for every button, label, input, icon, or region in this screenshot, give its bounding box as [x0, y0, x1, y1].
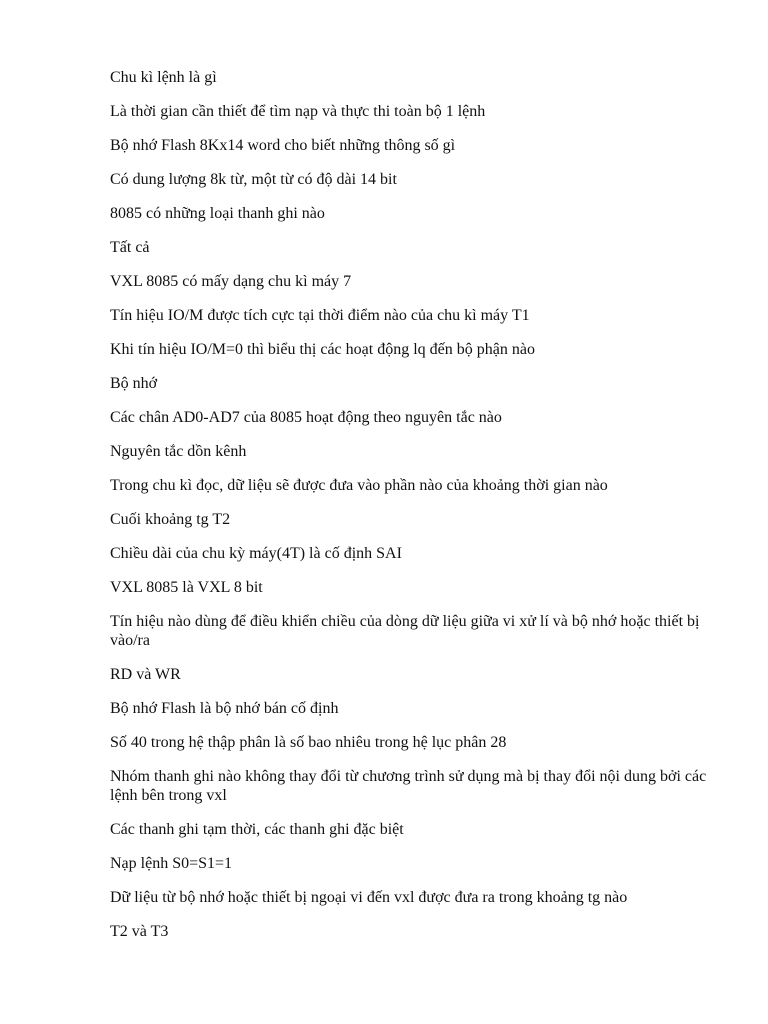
paragraph: Nạp lệnh S0=S1=1 [110, 855, 233, 872]
paragraph: Cuối khoảng tg T2 [110, 511, 231, 528]
paragraph: Bộ nhớ Flash 8Kx14 word cho biết những thông số gì [110, 137, 456, 154]
paragraph: Tín hiệu IO/M được tích cực tại thời điểm nào của chu kì máy T1 [110, 307, 530, 324]
paragraph: Nguyên tắc dồn kênh [110, 443, 247, 460]
paragraph: Trong chu kì đọc, dữ liệu sẽ được đưa vào phần nào của khoảng thời gian nào [110, 477, 608, 494]
paragraph: Tín hiệu nào dùng để điều khiển chiều của dòng dữ liệu giữa vi xử lí và bộ nhớ hoặc thiết bị vào/ra [110, 613, 700, 649]
paragraph: Dữ liệu từ bộ nhớ hoặc thiết bị ngoại vi đến vxl được đưa ra trong khoảng tg nào [110, 889, 628, 906]
paragraph: Bộ nhớ [110, 375, 158, 392]
paragraph: Chiều dài của chu kỳ máy(4T) là cố định SAI [110, 545, 402, 562]
paragraph: T2 và T3 [110, 923, 169, 940]
document-page [110, 68, 710, 956]
paragraph: VXL 8085 có mấy dạng chu kì máy 7 [110, 273, 352, 290]
paragraph: Các thanh ghi tạm thời, các thanh ghi đặc biệt [110, 821, 404, 838]
paragraph: 8085 có những loại thanh ghi nào [110, 205, 325, 222]
paragraph: Nhóm thanh ghi nào không thay đổi từ chương trình sử dụng mà bị thay đổi nội dung bởi các lệnh bên trong vxl [110, 768, 707, 804]
paragraph: RD và WR [110, 666, 181, 683]
paragraph: Các chân AD0-AD7 của 8085 hoạt động theo nguyên tắc nào [110, 409, 502, 426]
paragraph: Là thời gian cần thiết để tìm nạp và thực thi toàn bộ 1 lệnh [110, 103, 486, 120]
paragraph: Tất cả [110, 239, 150, 256]
paragraph: VXL 8085 là VXL 8 bit [110, 579, 263, 596]
paragraph: Khi tín hiệu IO/M=0 thì biểu thị các hoạt động lq đến bộ phận nào [110, 341, 535, 358]
paragraph: Có dung lượng 8k từ, một từ có độ dài 14 bit [110, 171, 397, 188]
paragraph: Bộ nhớ Flash là bộ nhớ bán cố định [110, 700, 339, 717]
paragraph: Số 40 trong hệ thập phân là số bao nhiêu trong hệ lục phân 28 [110, 734, 507, 751]
paragraph: Chu kì lệnh là gì [110, 69, 217, 86]
